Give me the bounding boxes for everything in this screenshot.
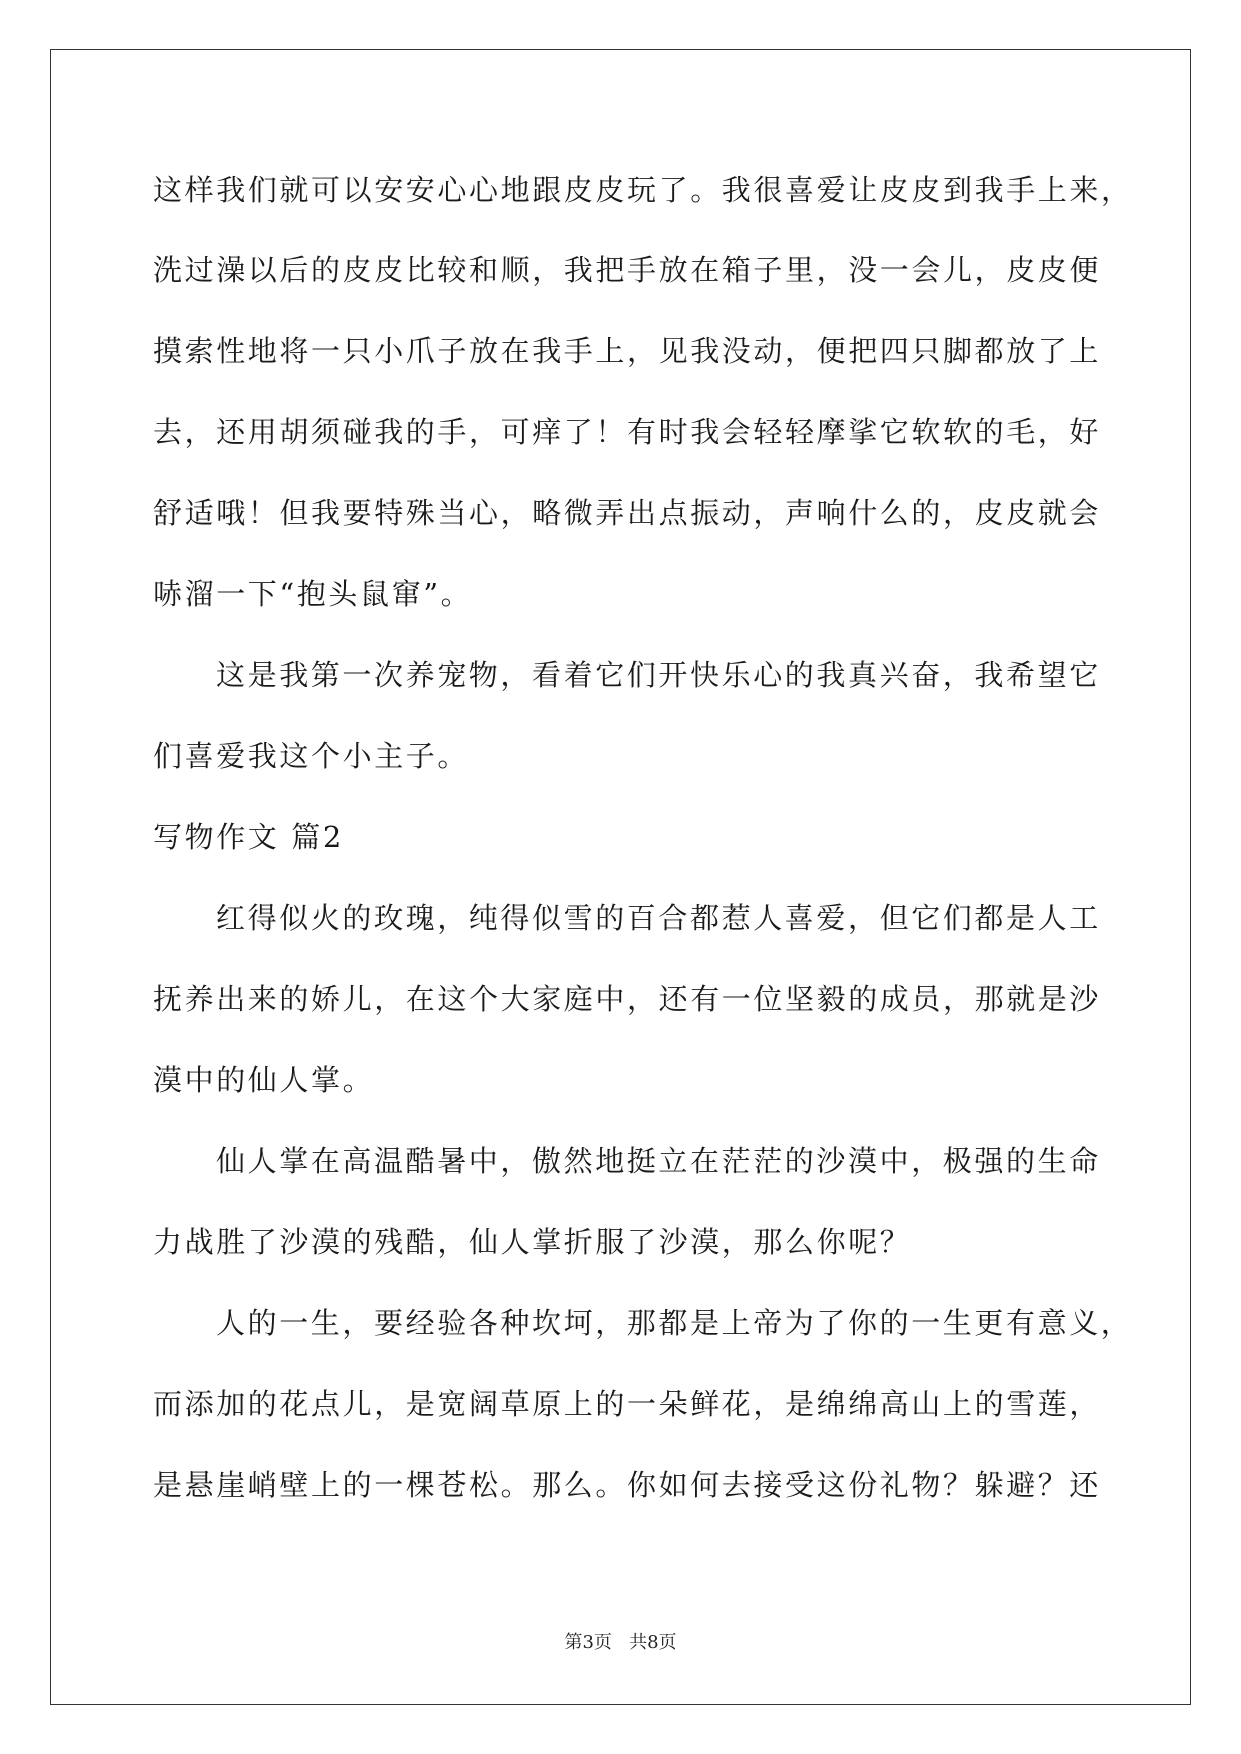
body-line: 人的一生，要经验各种坎坷，那都是上帝为了你的一生更有意义，: [216, 1306, 1133, 1340]
body-line: 洗过澡以后的皮皮比较和顺，我把手放在箱子里，没一会儿，皮皮便: [153, 253, 1102, 287]
section-heading: 写物作文 篇2: [153, 820, 344, 854]
body-line: 仙人掌在高温酷暑中，傲然地挺立在茫茫的沙漠中，极强的生命: [216, 1144, 1101, 1178]
body-line: 抚养出来的娇儿，在这个大家庭中，还有一位坚毅的成员，那就是沙: [153, 982, 1102, 1016]
body-line: 力战胜了沙漠的残酷，仙人掌折服了沙漠，那么你呢？: [153, 1225, 912, 1259]
body-line: 哧溜一下“抱头鼠窜”。: [153, 577, 473, 611]
body-line: 而添加的花点儿，是宽阔草原上的一朵鲜花，是绵绵高山上的雪莲，: [153, 1387, 1102, 1421]
page-footer: 第3页 共8页: [564, 1632, 677, 1653]
body-line: 摸索性地将一只小爪子放在我手上，见我没动，便把四只脚都放了上: [153, 334, 1102, 368]
page-border: [50, 49, 1191, 1705]
body-line: 漠中的仙人掌。: [153, 1063, 375, 1097]
body-line: 是悬崖峭壁上的一棵苍松。那么。你如何去接受这份礼物？躲避？还: [153, 1468, 1102, 1502]
body-line: 们喜爱我这个小主子。: [153, 739, 470, 773]
body-line: 红得似火的玫瑰，纯得似雪的百合都惹人喜爱，但它们都是人工: [216, 901, 1101, 935]
body-line: 这是我第一次养宠物，看着它们开快乐心的我真兴奋，我希望它: [216, 658, 1101, 692]
body-line: 去，还用胡须碰我的手，可痒了！有时我会轻轻摩挲它软软的毛，好: [153, 415, 1102, 449]
body-line: 舒适哦！但我要特殊当心，略微弄出点振动，声响什么的，皮皮就会: [153, 496, 1102, 530]
body-line: 这样我们就可以安安心心地跟皮皮玩了。我很喜爱让皮皮到我手上来，: [153, 173, 1133, 207]
